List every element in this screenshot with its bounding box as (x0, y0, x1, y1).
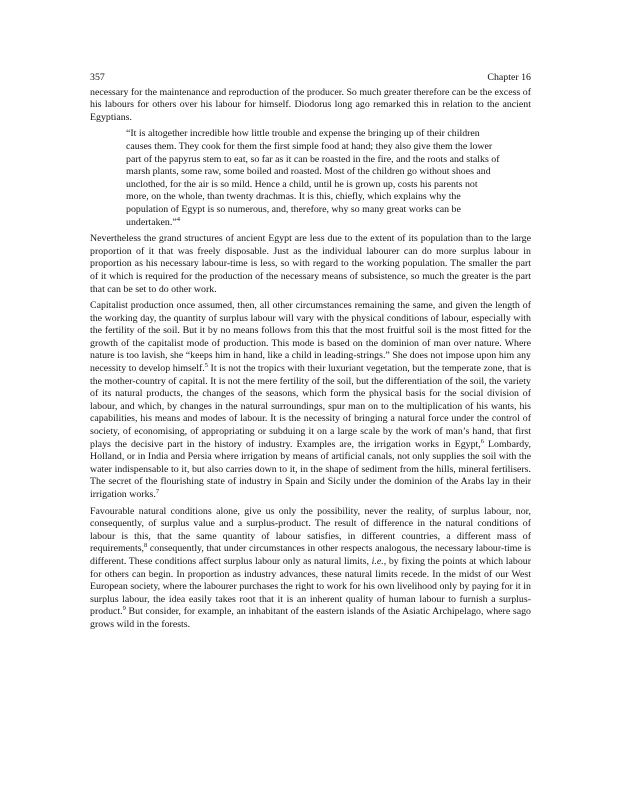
page-header (90, 72, 531, 85)
footnote-ref-7[interactable]: 7 (155, 488, 160, 495)
paragraph-4 (90, 506, 531, 632)
document-page (90, 72, 531, 636)
italic-ie: i.e. (371, 555, 384, 567)
page-number: 357 (90, 72, 105, 83)
paragraph-3-text-a: Capitalist production once assumed, then, all other circumstances remaining the same, and given the length of the working day, the quantity of surplus labour will vary with the physical conditions of labour, especially with the fertility of the soil. But it by no means follows from this that the most fruitful soil is the most fitted for the growth of the capitalist mode of production. This mode is based on the dominion of man over nature. Where nature is too lavish, she “keeps him in hand, like a child in leading-strings.” She does not impose upon him any necessity to develop himself. (90, 300, 531, 375)
paragraph-4-text-b: consequently, that under circumstances in other respects analogous, the necessary labour-time is different. These conditions affect surplus labour only as natural limits, (90, 543, 531, 567)
paragraph-4-text-a: Favourable natural conditions alone, give us only the possibility, never the reality, of surplus labour, nor, consequently, of surplus value and a surplus-product. The result of difference in the natural conditions of labour is this, that the same quantity of labour satisfies, in different countries, a different mass of requirements, (90, 505, 531, 555)
chapter-title: Chapter 16 (487, 72, 531, 83)
paragraph-4-text-c: , by fixing the points at which labour for others can begin. In proportion as industry advances, these natural limits recede. In the midst of our West European society, where the labourer purchases the right to work for his own livelihood only by paying for it in surplus labour, the idea easily takes root that it is an inherent quality of human labour to furnish a surplus-product. (90, 555, 531, 618)
quote-text: “It is altogether incredible how little trouble and expense the bringing up of their children causes them. They cook for them the first simple food at hand; they also give them the lower part of the papyrus stem to eat, so far as it can be roasted in the fire, and the roots and stalks of marsh plants, some raw, some boiled and roasted. Most of the children go without shoes and unclothed, for the air is so mild. Hence a child, until he is grown up, costs his parents not more, on the whole, than twenty drachmas. It is this, chiefly, which explains why the population of Egypt is so numerous, and, therefore, why so many great works can be undertaken.” (126, 128, 500, 228)
footnote-ref-5[interactable]: 5 (204, 362, 209, 370)
footnote-ref-4[interactable]: 4 (176, 215, 180, 223)
block-quote (90, 128, 531, 229)
paragraph-1: necessary for the maintenance and reproduction of the producer. So much greater therefore can be the excess of his labours for others over his labour for himself. Diodorus long ago remarked this in relation to the ancient Egyptians. (90, 86, 531, 123)
footnote-ref-9[interactable]: 9 (122, 605, 126, 613)
paragraph-3 (90, 300, 531, 502)
paragraph-3-text-b: It is not the tropics with their luxuriant vegetation, but the temperate zone, that is the mother-country of capital. It is not the mere fertility of the soil, but the differentiation of the soil, the variety of its natural products, the changes of the seasons, which form the physical basis for the social division of labour, and which, by changes in the natural surroundings, spur man on to the multiplication of his wants, his capabilities, his means and modes of labour. It is the necessity of bringing a natural force under the control of society, of economising, of appropriating or subduing it on a large scale by the work of man’s hand, that first plays the decisive part in the history of industry. Examples are, the irrigation works in Egypt, (90, 363, 531, 450)
paragraph-2: Nevertheless the grand structures of ancient Egypt are less due to the extent of its population than to the large proportion of it that was freely disposable. Just as the individual labourer can do more surplus labour in proportion as his necessary labour-time is less, so with regard to the working population. The smaller the part of it which is required for the production of the necessary means of subsistence, so much the greater is the part that can be set to do other work. (90, 233, 531, 295)
footnote-ref-8[interactable]: 8 (144, 542, 148, 550)
paragraph-3-text-c: Lombardy, Holland, or in India and Persia where irrigation by means of artificial canals, not only supplies the soil with the water indispensable to it, but also carries down to it, in the shape of sediment from the hills, mineral fertilisers. The secret of the flourishing state of industry in Spain and Sicily under the dominion of the Arabs lay in their irrigation works. (90, 438, 531, 500)
footnote-ref-6[interactable]: 6 (480, 437, 484, 445)
paragraph-4-text-d: But consider, for example, an inhabitant of the eastern islands of the Asiatic Archipelago, where sago grows wild in the forests. (90, 606, 531, 630)
